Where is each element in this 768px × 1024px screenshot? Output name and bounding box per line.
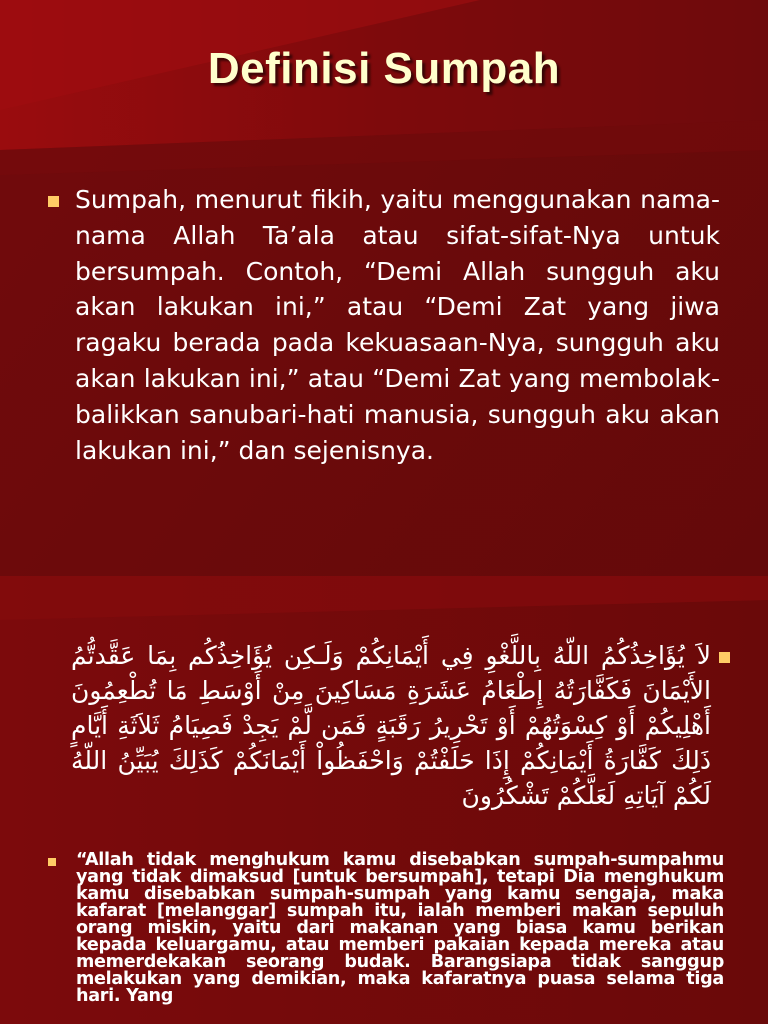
square-bullet-icon xyxy=(48,196,59,207)
arabic-verse-text: لاَ يُؤَاخِذُكُمُ اللّهُ بِاللَّغْوِ فِي أَيْمَانِكُمْ وَلَـكِن يُؤَاخِذُكُم بِمَا عَقَّدتُّمُ الأَيْمَانَ فَكَفَّارَتُهُ إِطْعَامُ عَشَرَةِ مَسَاكِينَ مِنْ أَوْسَطِ مَا تُطْعِمُونَ أَهْلِيكُمْ أَوْ كِسْوَتُهُمْ أَوْ تَحْرِيرُ رَقَبَةٍ فَمَن لَّمْ يَجِدْ فَصِيَامُ ثَلاَثَةِ أَيَّامٍ ذَلِكَ كَفَّارَةُ أَيْمَانِكُمْ إِذَا حَلَفْتُمْ وَاحْفَظُواْ أَيْمَانَكُمْ كَذَلِكَ يُبَيِّنُ اللّهُ لَكُمْ آيَاتِهِ لَعَلَّكُمْ تَشْكُرُونَ xyxy=(71,641,711,810)
translation-text: “Allah tidak menghukum kamu disebabkan sumpah-sumpahmu yang tidak dimaksud [untuk bersumpah], tetapi Dia menghukum kamu disebabkan sumpah-sumpah yang kamu sengaja, maka kafarat [melanggar] sumpah itu, ialah memberi makan sepuluh orang miskin, yaitu dari makanan yang biasa kamu berikan kepada keluargamu, atau memberi pakaian kepada mereka atau memerdekakan seorang budak. Barangsiapa tidak sanggup melakukan yang demikian, maka kafaratnya puasa selama tiga hari. Yang xyxy=(76,850,724,1006)
square-bullet-icon xyxy=(719,652,730,663)
translation-bullet-item xyxy=(48,852,728,1005)
square-bullet-icon xyxy=(48,858,56,866)
slide-title: Definisi Sumpah xyxy=(207,44,561,93)
definition-text: Sumpah, menurut fikih, yaitu menggunakan nama-nama Allah Ta’ala atau sifat-sifat-Nya untuk bersumpah. Contoh, “Demi Allah sungguh aku akan lakukan ini,” atau “Demi Zat yang jiwa ragaku berada pada kekuasaan-Nya, sungguh aku akan lakukan ini,” atau “Demi Zat yang membolak-balikkan sanubari-hati manusia, sungguh aku akan lakukan ini,” dan sejenisnya. xyxy=(75,185,720,465)
definition-bullet-item xyxy=(48,182,720,468)
arabic-verse-bullet-item xyxy=(60,638,730,813)
